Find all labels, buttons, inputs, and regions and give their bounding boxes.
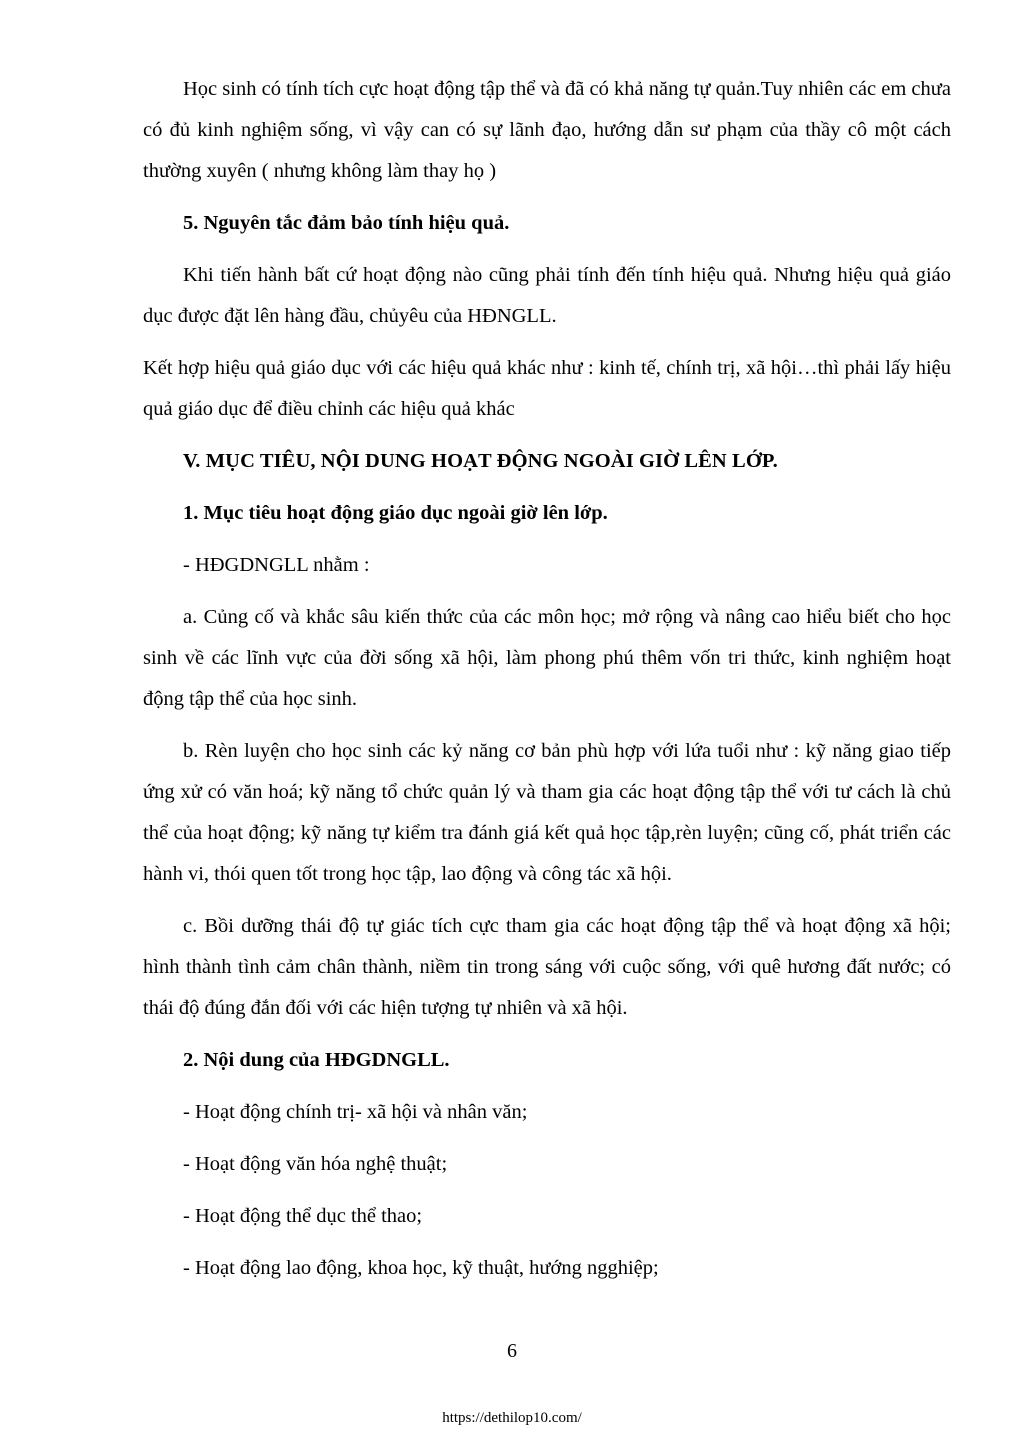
list-item: - Hoạt động văn hóa nghệ thuật; — [183, 1153, 448, 1175]
footer-url-link[interactable]: https://dethilop10.com/ — [442, 1410, 582, 1426]
document-body — [143, 69, 951, 1300]
heading-section-v: V. MỤC TIÊU, NỘI DUNG HOẠT ĐỘNG NGOÀI GIỜ LÊN LỚP. — [183, 450, 778, 472]
paragraph-aim-b: b. Rèn luyện cho học sinh các kỷ năng cơ bản phù hợp với lứa tuổi như : kỹ năng giao tiếp ứng xử có văn hoá; kỹ năng tổ chức quản lý và tham gia các hoạt động tập thể với tư cách là chủ thể của hoạt động; kỹ năng tự kiểm tra đánh giá kết quả học tập,rèn luyện; cũng cố, phát triển các hành vi, thói quen tốt trong học tập, lao động và công tác xã hội. — [143, 740, 951, 885]
paragraph-aims-intro: - HĐGDNGLL nhằm : — [183, 554, 370, 576]
heading-principle-5: 5. Nguyên tắc đảm bảo tính hiệu quả. — [183, 212, 510, 234]
paragraph-combine-efficiency: Kết hợp hiệu quả giáo dục với các hiệu quả khác như : kinh tế, chính trị, xã hội…thì phải lấy hiệu quả giáo dục để điều chỉnh các hiệu quả khác — [143, 357, 951, 420]
paragraph-aim-c: c. Bồi dưỡng thái độ tự giác tích cực tham gia các hoạt động tập thể và hoạt động xã hội; hình thành tình cảm chân thành, niềm tin trong sáng với cuộc sống, với quê hương đất nước; có thái độ đúng đắn đối với các hiện tượng tự nhiên và xã hội. — [143, 915, 951, 1019]
list-item: - Hoạt động lao động, khoa học, kỹ thuật, hướng ngghiệp; — [183, 1257, 659, 1279]
paragraph-efficiency: Khi tiến hành bất cứ hoạt động nào cũng phải tính đến tính hiệu quả. Nhưng hiệu quả giáo dục được đặt lên hàng đầu, chủyêu của HĐNGLL. — [143, 264, 951, 327]
heading-objectives: 1. Mục tiêu hoạt động giáo dục ngoài giờ lên lớp. — [183, 502, 608, 524]
paragraph-aim-a: a. Củng cố và khắc sâu kiến thức của các môn học; mở rộng và nâng cao hiểu biết cho học sinh về các lĩnh vực của đời sống xã hội, làm phong phú thêm vốn tri thức, kinh nghiệm hoạt động tập thể của học sinh. — [143, 606, 951, 710]
heading-content: 2. Nội dung của HĐGDNGLL. — [183, 1049, 450, 1071]
paragraph-student-self-management: Học sinh có tính tích cực hoạt động tập thể và đã có khả năng tự quản.Tuy nhiên các em chưa có đủ kinh nghiệm sống, vì vậy can có sự lãnh đạo, hướng dẫn sư phạm của thầy cô một cách thường xuyên ( nhưng không làm thay họ ) — [143, 78, 951, 182]
page-number: 6 — [507, 1340, 517, 1362]
list-item: - Hoạt động chính trị- xã hội và nhân văn; — [183, 1101, 528, 1123]
list-item: - Hoạt động thể dục thể thao; — [183, 1205, 423, 1227]
